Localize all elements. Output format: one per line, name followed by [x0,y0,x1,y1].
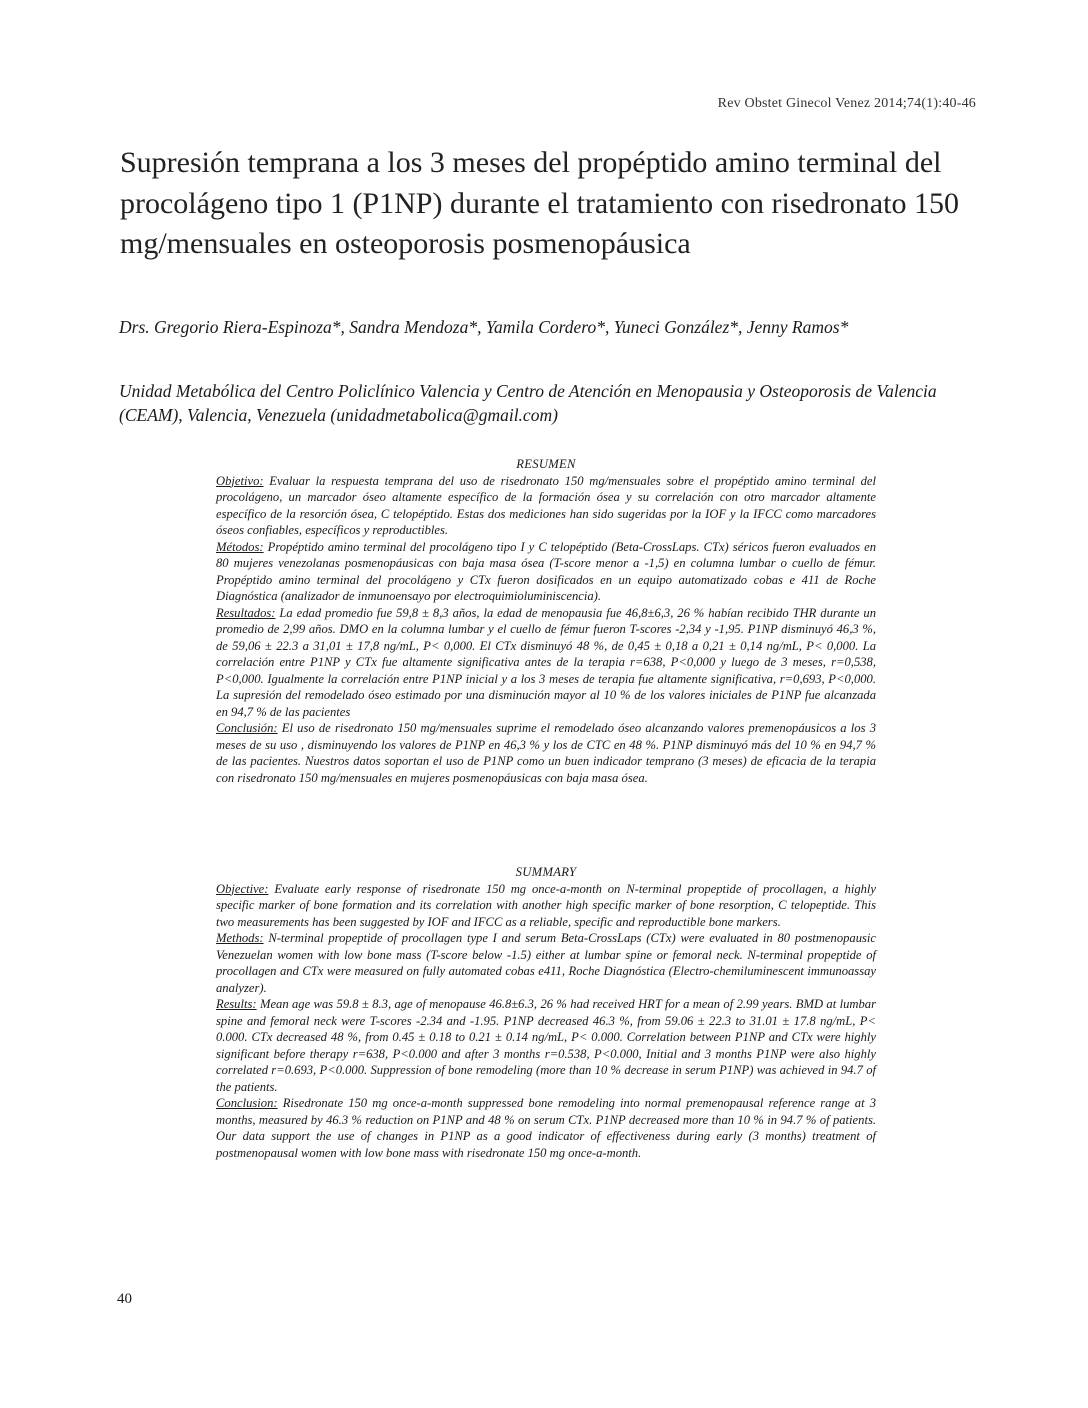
article-title: Supresión temprana a los 3 meses del propéptido amino terminal del procolágeno tipo 1 (P1NP) durante el tratamiento con risedronato 150 mg/mensuales en osteoporosis posmenopáusica [120,146,959,260]
section-label: Resultados: [216,605,276,620]
resumen-resultados [216,605,876,721]
section-text: N-terminal propeptide of procollagen type I and serum Beta-CrossLaps (CTx) were evaluated in 80 postmenopausic Venezuelan women with low bone mass (T-score below -1.5) either at lumbar spine or femoral neck. N-terminal propeptide of procollagen and CTx were measured on fully automated cobas e411, Roche Diagnóstica (Electro-chemiluminescent immunoassay analyzer). [216,931,876,995]
section-text: El uso de risedronato 150 mg/mensuales suprime el remodelado óseo alcanzando valores premenopáusicos a los 3 meses de su uso , disminuyendo los valores de P1NP en 46,3 % y los de CTC en 48 %. P1NP disminuyó más del 10 % en 94,7 % de las pacientes. Nuestros datos soportan el uso de P1NP como un buen indicador temprano (3 meses) de eficacia de la terapia con risedronato 150 mg/mensuales en mujeres posmenopáusicas con baja masa ósea. [216,721,876,785]
summary-objective [216,881,876,931]
section-label: Methods: [216,931,264,945]
section-label: Conclusion: [216,1096,278,1110]
page-number: 40 [117,1291,132,1307]
section-text: Propéptido amino terminal del procolágeno tipo I y C telopéptido (Beta-CrossLaps. CTx) séricos fueron evaluados en 80 mujeres venezolanas posmenopáusicas con baja masa ósea (T-score menor a -1,5) en columna lumbar o cuello de fémur. Propéptido amino terminal del procolágeno y CTx fueron dosificados en un equipo automatizado cobas e 411 de Roche Diagnóstica (analizador de inmunoensayo por electroquimioluminiscencia). [216,539,876,603]
section-label: Objetivo: [216,473,264,488]
journal-reference: Rev Obstet Ginecol Venez 2014;74(1):40-46 [717,96,976,111]
section-text: Mean age was 59.8 ± 8.3, age of menopause 46.8±6.3, 26 % had received HRT for a mean of 2.99 years. BMD at lumbar spine and femoral neck were T-scores -2.34 and -1.95. P1NP decreased 46.3 %, from 59.06 ± 22.3 to 31.01 ± 17.8 ng/mL, P< 0.000. CTx decreased 48 %, from 0.45 ± 0.18 to 0.21 ± 0.14 ng/mL, P< 0.000. Correlation between P1NP and CTx were highly significant before therapy r=638, P<0.000 and after 3 months r=0.538, P<0.000, Initial and 3 months P1NP were also highly correlated r=0.693, P<0.000. Suppression of bone remodeling (more than 10 % decrease in serum P1NP) was achieved in 94.7 of the patients. [216,997,876,1094]
section-text: La edad promedio fue 59,8 ± 8,3 años, la edad de menopausia fue 46,8±6,3, 26 % habían recibido THR durante un promedio de 2,99 años. DMO en la columna lumbar y el cuello de fémur fueron T-scores -2,34 y -1,95. P1NP disminuyó 46,3 %, de 59,06 ± 22.3 a 31,01 ± 17,8 ng/mL, P< 0,000. El CTx disminuyó 48 %, de 0,45 ± 0,18 a 0,21 ± 0,14 ng/mL, P< 0,000. La correlación entre P1NP y CTx fue altamente significativa antes de la terapia r=638, P<0,000 y luego de 3 meses, r=0,538, P<0,000. Igualmente la correlación entre P1NP inicial y a los 3 meses de terapia fue altamente significativa, r=0,693, P<0,000. La supresión del remodelado óseo estimado por una disminución mayor al 10 % de los valores iniciales de P1NP fue alcanzada en 94,7 % de las pacientes [216,605,876,719]
section-label: Results: [216,997,257,1011]
article-affiliation: Unidad Metabólica del Centro Policlínico Valencia y Centro de Atención en Menopausia y Osteoporosis de Valencia (CEAM), Valencia, Venezuela (unidadmetabolica@gmail.com) [119,381,937,425]
article-authors: Drs. Gregorio Riera-Espinoza*, Sandra Mendoza*, Yamila Cordero*, Yuneci González*, Jenny Ramos* [119,317,849,337]
resumen-conclusion [216,720,876,786]
summary-abstract [216,864,876,1161]
section-text: Evaluate early response of risedronate 150 mg once-a-month on N-terminal propeptide of procollagen, a highly specific marker of bone formation and its correlation with another high specific marker of bone resorption, C telopeptide. This two measurements has been suggested by IOF and IFCC as a reliable, specific and reproductible bone markers. [216,881,876,929]
resumen-abstract [216,456,876,786]
summary-results [216,996,876,1095]
section-label: Métodos: [216,539,264,554]
resumen-heading: RESUMEN [516,457,576,471]
resumen-metodos [216,539,876,605]
summary-methods [216,930,876,996]
section-label: Objective: [216,881,269,896]
section-text: Risedronate 150 mg once-a-month suppressed bone remodeling into normal premenopausal reference range at 3 months, measured by 46.3 % reduction on P1NP and 48 % on serum CTx. P1NP decreased more than 10 % in 94.7 % of patients. Our data support the use of changes in P1NP as a good indicator of effectiveness during early (3 months) treatment of postmenopausal women with low bone mass with risedronate 150 mg once-a-month. [216,1096,876,1160]
summary-conclusion [216,1095,876,1161]
summary-heading: SUMMARY [515,865,577,879]
resumen-objetivo [216,473,876,539]
section-text: Evaluar la respuesta temprana del uso de risedronato 150 mg/mensuales sobre el propéptido amino terminal del procolágeno, un marcador óseo altamente específico de la formación ósea y su correlación con otro marcador altamente específico de la resorción ósea, C telopéptido. Estas dos mediciones han sido sugeridas por la IOF y la IFCC como marcadores óseos confiables, específicos y reproductibles. [216,473,876,537]
section-label: Conclusión: [216,721,278,735]
